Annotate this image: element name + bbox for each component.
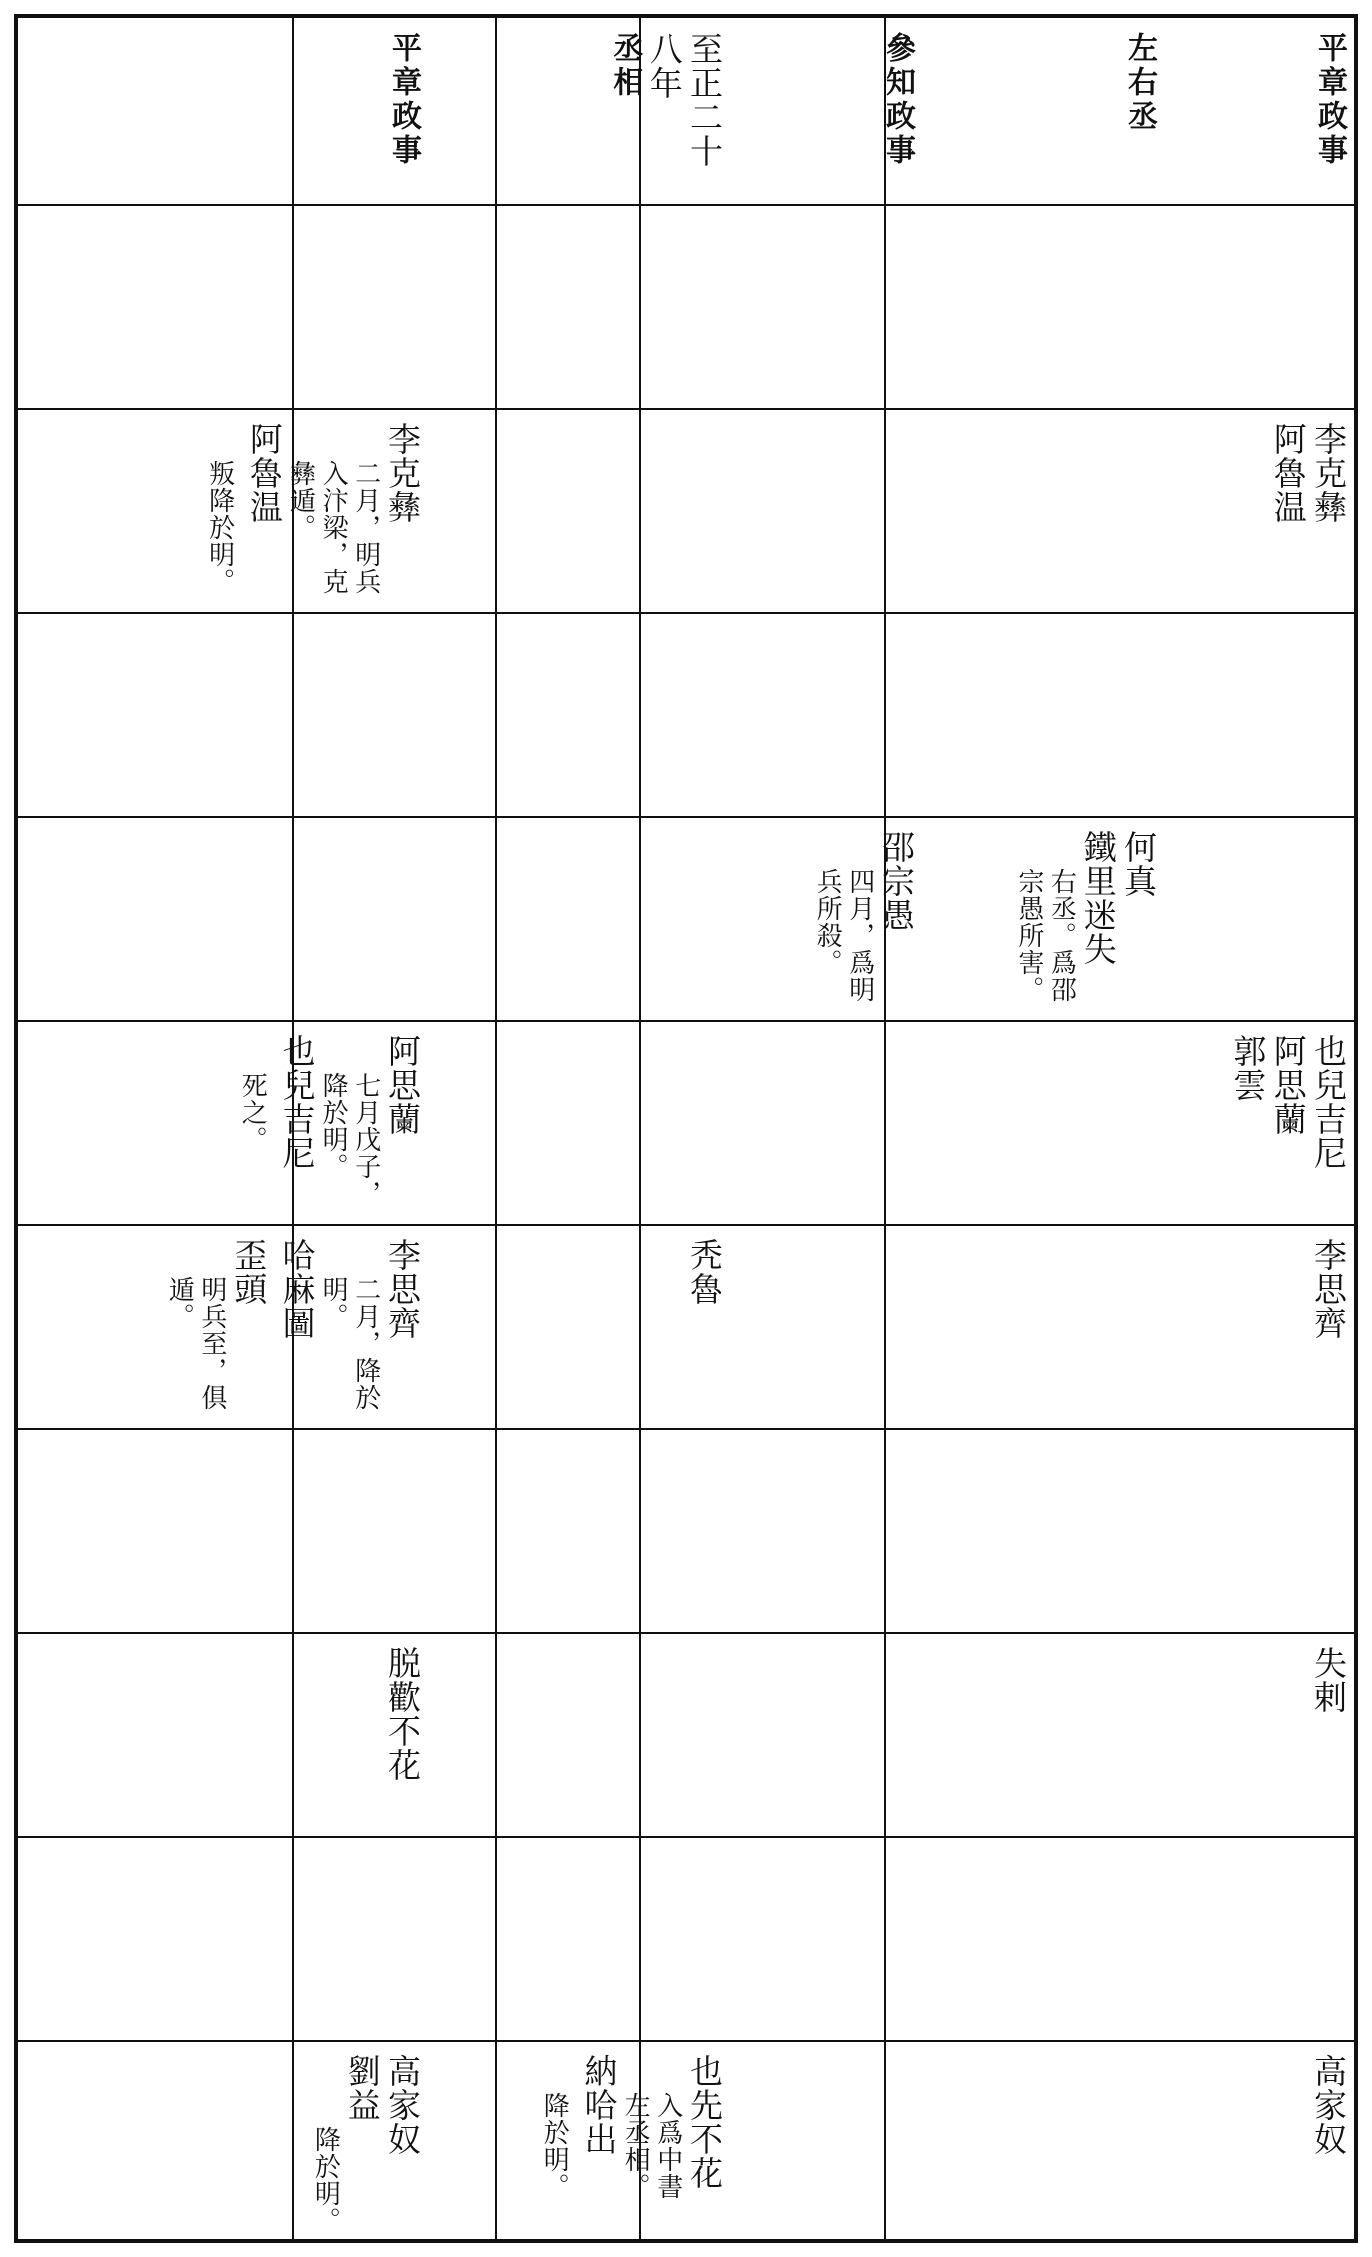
entry-note: 降於明。 xyxy=(318,1072,349,1180)
entry-name: 脱歡不花 xyxy=(383,1646,422,1782)
entry-name: 劉益 xyxy=(342,2054,382,2122)
entry-name: 阿魯温 xyxy=(244,422,284,524)
header-cell-pingzhang-left xyxy=(18,18,432,204)
entry-name: 郭雲 xyxy=(1228,1034,1268,1102)
row-divider xyxy=(18,1428,1354,1430)
entry-note: 四月，爲明 xyxy=(844,868,875,1003)
column-divider xyxy=(495,18,497,2239)
entry-name: 阿思蘭 xyxy=(383,1034,422,1136)
entry-note: 遁。 xyxy=(164,1276,195,1330)
row-divider xyxy=(18,204,1354,206)
table-cell xyxy=(18,408,432,612)
table-cell xyxy=(18,2040,432,2243)
entry-note: 彝遁。 xyxy=(285,460,316,541)
table-cell xyxy=(1168,408,1358,612)
entry-note: 明兵至，俱 xyxy=(196,1276,227,1411)
entry-note: 死之。 xyxy=(237,1072,268,1153)
entry-note: 降於明。 xyxy=(539,2092,570,2200)
entry-note: 右丞。爲邵 xyxy=(1046,868,1077,1003)
entry-name: 也兒吉尼 xyxy=(277,1034,317,1170)
header-cell-pingzhang-right xyxy=(1168,18,1358,204)
entry-name: 李思齊 xyxy=(383,1238,422,1340)
entry-name: 秃魯 xyxy=(685,1238,724,1306)
entry-name: 高家奴 xyxy=(383,2054,422,2156)
column-header: 參知政事 xyxy=(880,32,915,168)
column-header: 左右丞 xyxy=(1122,32,1157,134)
table-cell xyxy=(1168,1224,1358,1428)
table-cell xyxy=(1168,1020,1358,1224)
entry-name: 也先不花 xyxy=(685,2054,724,2190)
year-line: 八年 xyxy=(644,32,684,100)
table-cell xyxy=(1168,2040,1358,2243)
entry-name: 哈麻圖 xyxy=(277,1238,317,1340)
table-cell xyxy=(432,1224,734,1428)
table-frame xyxy=(14,14,1358,2243)
entry-name: 李克彝 xyxy=(383,422,422,524)
entry-note: 七月戊子， xyxy=(350,1072,381,1207)
row-divider xyxy=(18,1836,1354,1838)
entry-name: 李克彝 xyxy=(1309,422,1348,524)
entry-note: 明。 xyxy=(318,1276,349,1330)
entry-name: 鐵里迷失 xyxy=(1078,830,1118,966)
entry-name: 李思齊 xyxy=(1309,1238,1348,1340)
table-cell xyxy=(926,816,1168,1020)
header-cell-canzhi xyxy=(734,18,926,204)
column-header: 平章政事 xyxy=(1312,32,1347,168)
entry-note: 二月，降於 xyxy=(350,1276,381,1411)
entry-name: 邵宗愚 xyxy=(877,830,916,932)
entry-note: 叛降於明。 xyxy=(204,460,235,595)
header-cell-zuoyoucheng xyxy=(926,18,1168,204)
row-divider xyxy=(18,612,1354,614)
entry-note: 二月，明兵 xyxy=(350,460,381,595)
header-cell-chengxiang xyxy=(432,18,734,204)
entry-name: 高家奴 xyxy=(1309,2054,1348,2156)
year-line: 至正二十 xyxy=(685,32,724,168)
entry-name: 何真 xyxy=(1119,830,1158,898)
table-cell xyxy=(1168,1632,1358,1836)
entry-name: 阿魯温 xyxy=(1268,422,1308,524)
table-cell xyxy=(18,1224,432,1428)
entry-name: 失剌 xyxy=(1309,1646,1348,1714)
column-divider xyxy=(884,18,886,2239)
table-cell xyxy=(734,816,926,1020)
entry-note: 入爲中書 xyxy=(652,2092,683,2200)
entry-note: 兵所殺。 xyxy=(812,868,843,976)
column-divider xyxy=(639,18,641,2239)
entry-note: 入汴梁，克 xyxy=(318,460,349,595)
entry-name: 歪頭 xyxy=(229,1238,269,1306)
column-header: 丞相 xyxy=(607,32,643,100)
entry-name: 納哈出 xyxy=(579,2054,619,2156)
entry-note: 宗愚所害。 xyxy=(1013,868,1044,1003)
column-header: 平章政事 xyxy=(386,32,421,168)
entry-note: 左丞相。 xyxy=(620,2092,651,2200)
entry-name: 也兒吉尼 xyxy=(1309,1034,1348,1170)
entry-name: 阿思蘭 xyxy=(1268,1034,1308,1136)
entry-note: 降於明。 xyxy=(310,2126,341,2234)
table-cell xyxy=(432,2040,734,2243)
table-cell xyxy=(18,1632,432,1836)
table-cell xyxy=(18,1020,432,1224)
